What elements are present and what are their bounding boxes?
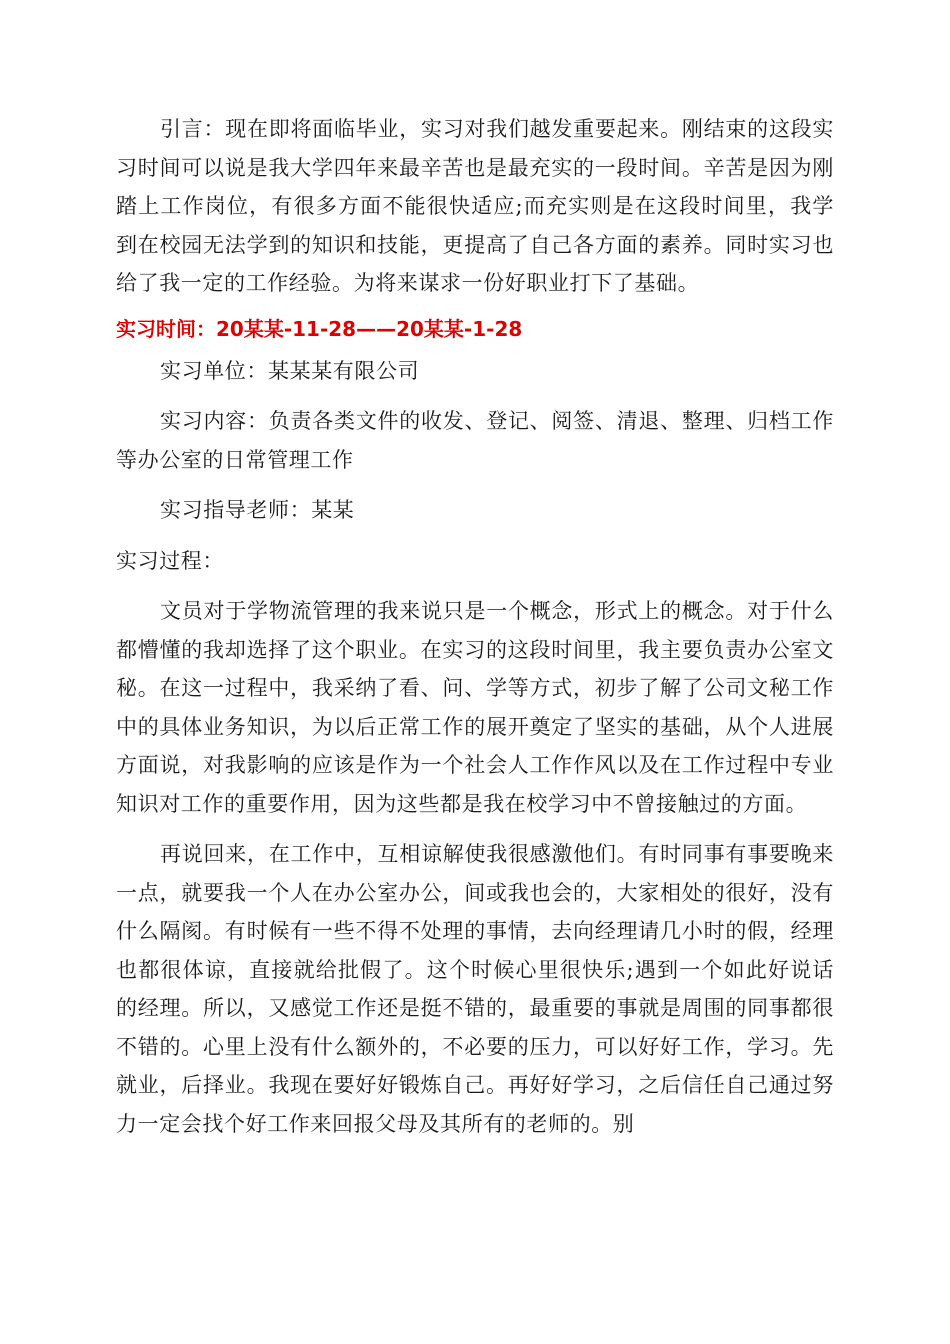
process-paragraph-1: 文员对于学物流管理的我来说只是一个概念，形式上的概念。对于什么都懵懂的我却选择了这个职业。在实习的这段时间里，我主要负责办公室文秘。在这一过程中，我采纳了看、问、学等方式，初步了解了公司文秘工作中的具体业务知识，为以后正常工作的展开奠定了坚实的基础，从个人进展方面说，对我影响的应该是作为一个社会人工作作风以及在工作过程中专业知识对工作的重要作用，因为这些都是我在校学习中不曾接触过的方面。: [116, 599, 834, 816]
internship-unit-line: 实习单位：某某某有限公司: [160, 358, 420, 383]
process-paragraph-2: 再说回来，在工作中，互相谅解使我很感激他们。有时同事有事要晚来一点，就要我一个人在办公室办公，间或我也会的，大家相处的很好，没有什么隔阂。有时候有一些不得不处理的事情，去向经理请几小时的假，经理也都很体谅，直接就给批假了。这个时候心里很快乐;遇到一个如此好说话的经理。所以，又感觉工作还是挺不错的，最重要的事就是周围的同事都很不错的。心里上没有什么额外的，不必要的压力，可以好好工作，学习。先就业，后择业。我现在要好好锻炼自己。再好好学习，之后信任自己通过努力一定会找个好工作来回报父母及其所有的老师的。别: [116, 842, 834, 1136]
process-heading: 实习过程：: [116, 548, 224, 573]
internship-content-paragraph: 实习内容：负责各类文件的收发、登记、阅签、清退、整理、归档工作等办公室的日常管理工作: [116, 409, 834, 472]
internship-advisor-line: 实习指导老师：某某: [160, 498, 355, 522]
intro-paragraph: 引言：现在即将面临毕业，实习对我们越发重要起来。刚结束的这段实习时间可以说是我大学四年来最辛苦也是最充实的一段时间。辛苦是因为刚踏上工作岗位，有很多方面不能很快适应;而充实则是在这段时间里，我学到在校园无法学到的知识和技能，更提高了自己各方面的素养。同时实习也给了我一定的工作经验。为将来谋求一份好职业打下了基础。: [116, 117, 834, 295]
document-page: [116, 110, 834, 1143]
internship-time-heading: 实习时间：20某某-11-28——20某某-1-28: [116, 316, 523, 341]
